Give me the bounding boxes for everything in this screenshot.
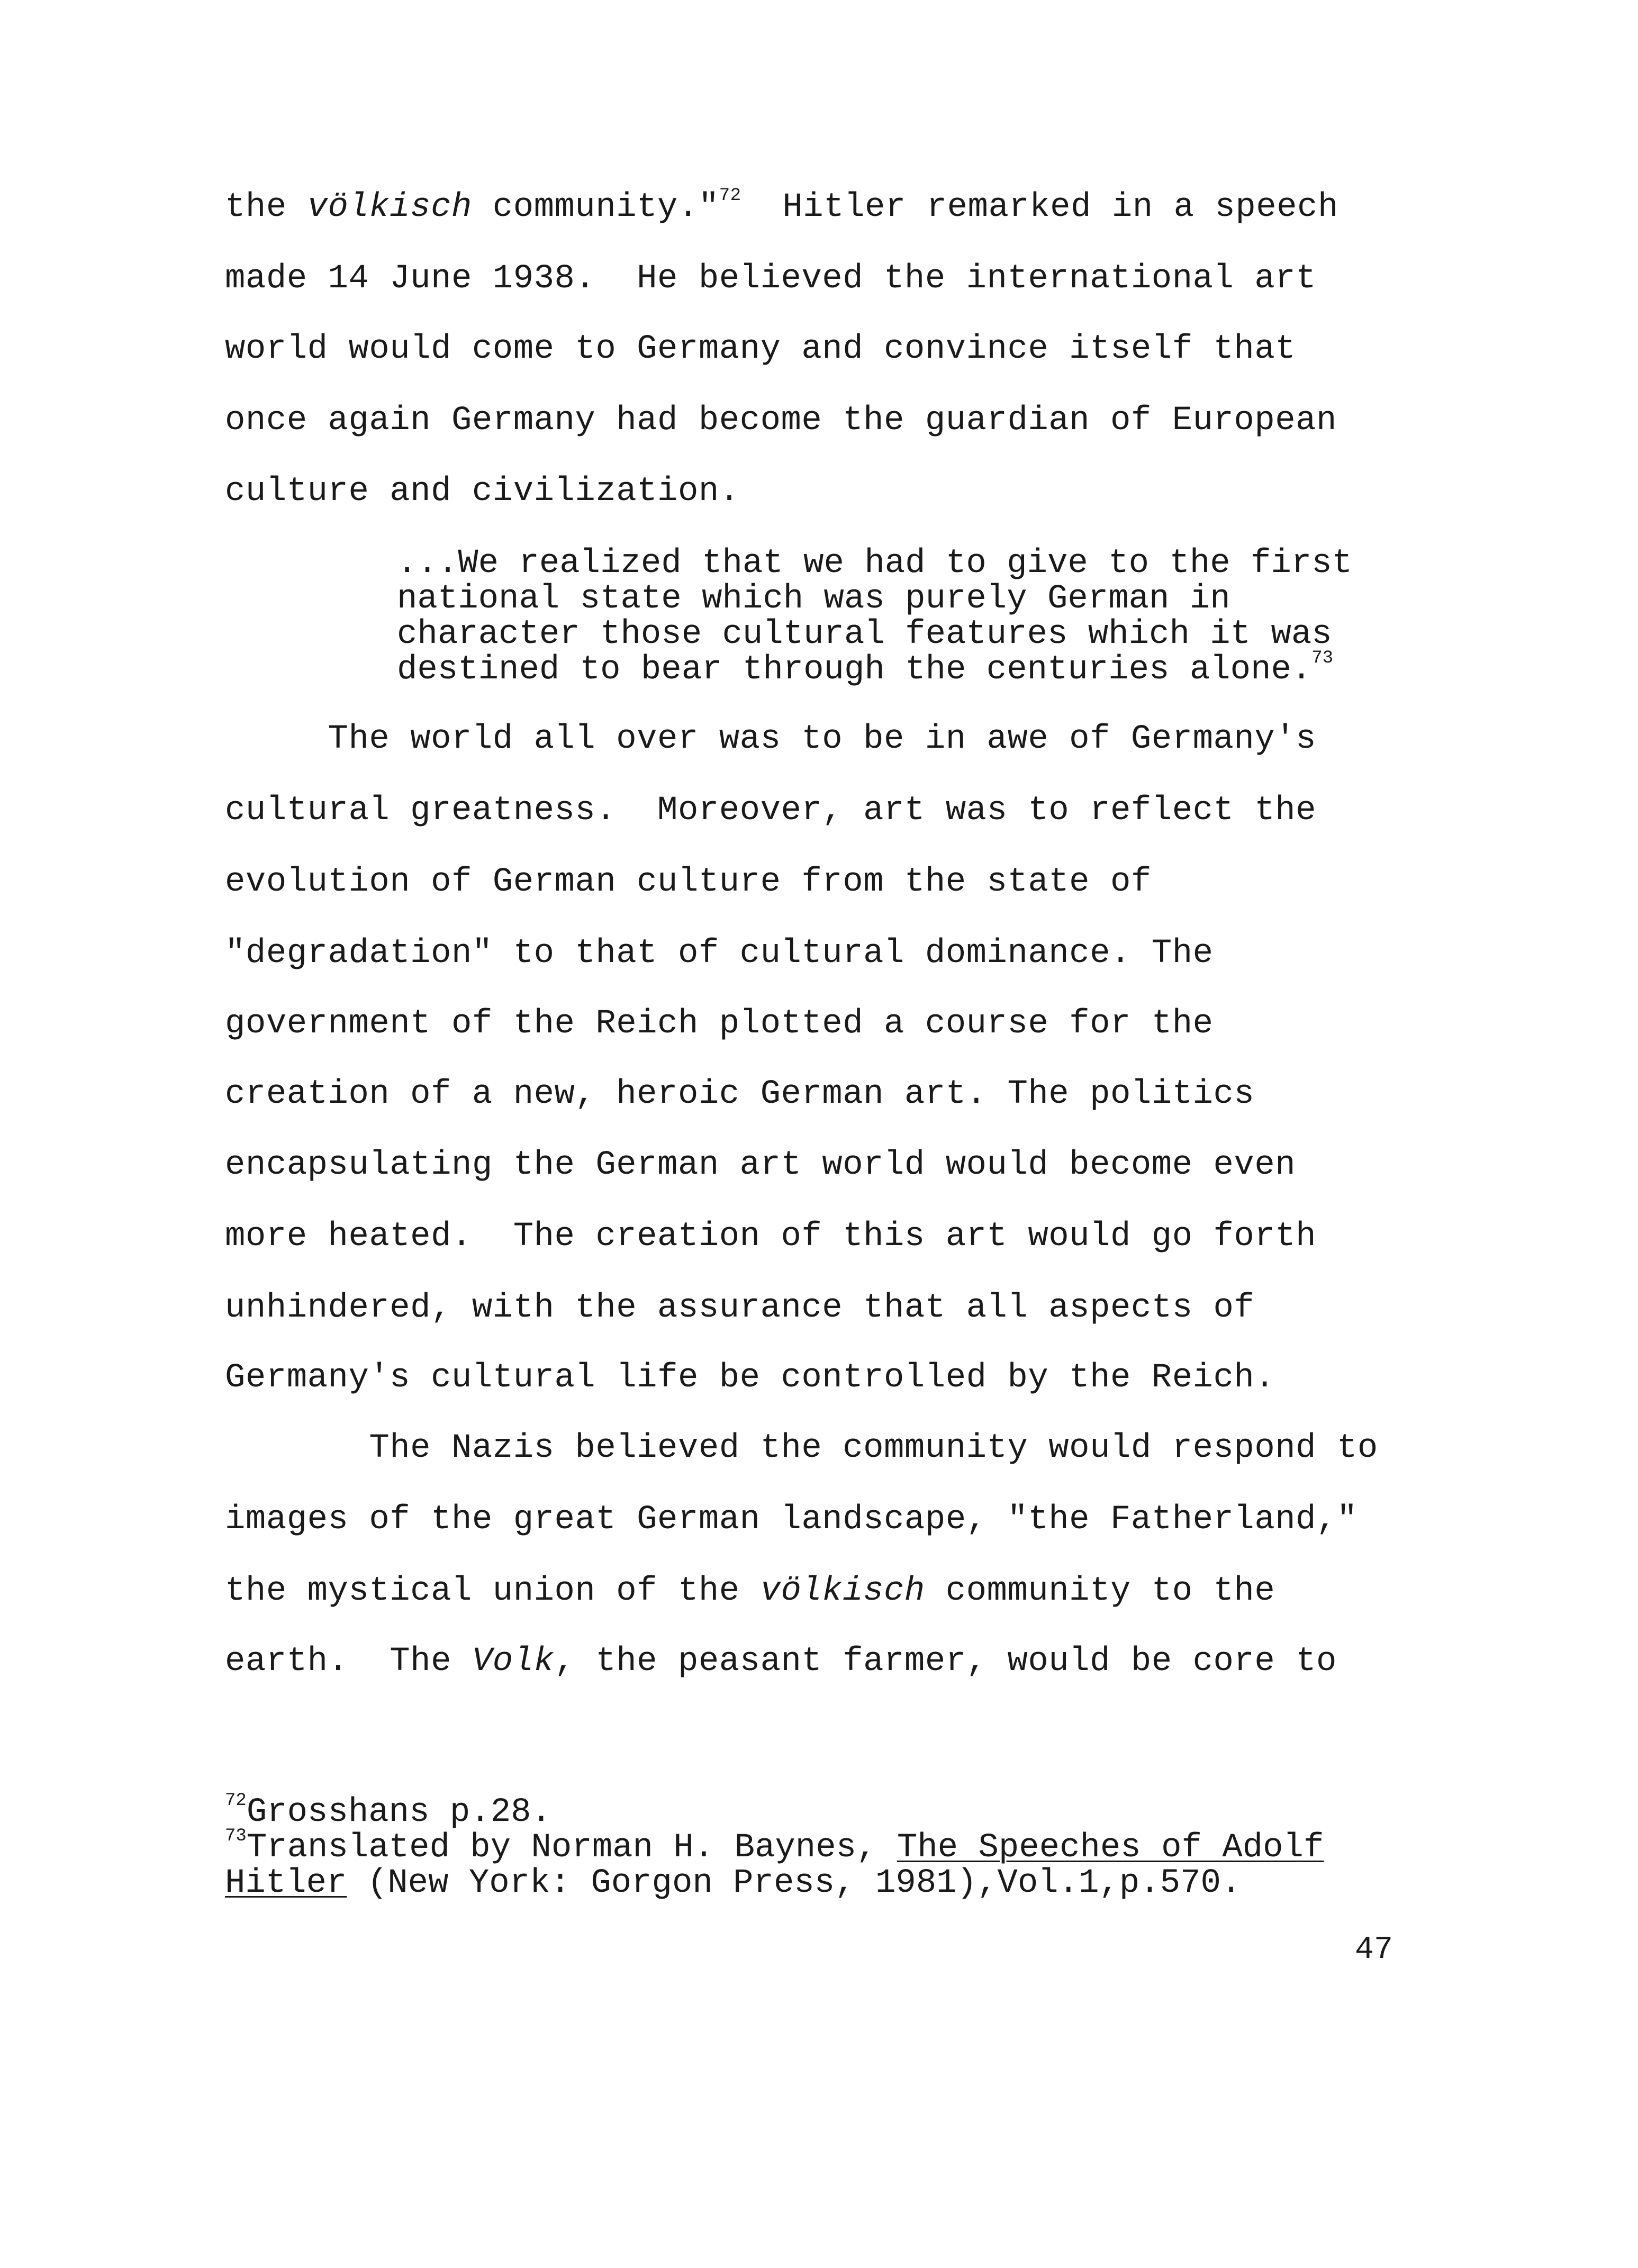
text-run: destined to bear through the centuries alone. — [397, 651, 1312, 689]
para2-line-6: creation of a new, heroic German art. The politics — [225, 1075, 1255, 1113]
para2-line-2: cultural greatness. Moreover, art was to reflect the — [225, 792, 1317, 830]
italic-term: völkisch — [307, 188, 472, 226]
text-run: community to the — [925, 1572, 1275, 1610]
footnote-number: 72 — [225, 1791, 247, 1811]
footnote-73-line-1 — [225, 1826, 1324, 1867]
footnote-ref: 72 — [719, 186, 741, 206]
para2-line-10: Germany's cultural life be controlled by the Reich. — [225, 1359, 1275, 1397]
text-run: the mystical union of the — [225, 1572, 761, 1610]
text-run: earth. The — [225, 1643, 472, 1681]
para2-line-5: government of the Reich plotted a course for the — [225, 1005, 1214, 1043]
italic-term: völkisch — [760, 1572, 925, 1610]
para2-line-3: evolution of German culture from the state of — [225, 863, 1152, 901]
para3-line-1: The Nazis believed the community would respond to — [225, 1429, 1378, 1467]
footnote-72 — [225, 1791, 551, 1831]
body-line-1 — [225, 186, 1338, 226]
italic-term: Volk — [472, 1643, 555, 1681]
para3-line-2: images of the great German landscape, "the Fatherland," — [225, 1501, 1358, 1539]
para3-line-3 — [225, 1574, 1275, 1608]
page-number: 47 — [1355, 1932, 1393, 1968]
body-line-3: world would come to Germany and convince itself that — [225, 330, 1296, 368]
footnote-73-line-2 — [225, 1866, 1241, 1900]
para2-line-4: "degradation" to that of cultural dominance. The — [225, 935, 1214, 973]
quote-line-4 — [397, 648, 1334, 689]
para2-line-1: The world all over was to be in awe of Germany's — [225, 720, 1317, 758]
body-line-2: made 14 June 1938. He believed the international art — [225, 260, 1317, 298]
footnote-number: 73 — [225, 1826, 247, 1846]
text-run: community." — [472, 188, 719, 226]
quote-line-2: national state which was purely German in — [397, 580, 1230, 618]
footnote-text: (New York: Gorgon Press, 1981),Vol.1,p.570. — [347, 1864, 1242, 1902]
body-line-4: once again Germany had become the guardian of European — [225, 402, 1337, 440]
para2-line-7: encapsulating the German art world would become even — [225, 1146, 1296, 1184]
quote-line-3: character those cultural features which it was — [397, 615, 1332, 654]
text-run: the — [225, 188, 307, 226]
footnote-text: Grosshans p.28. — [246, 1793, 551, 1831]
quote-line-1: ...We realized that we had to give to the first — [397, 545, 1353, 583]
footnote-text: Translated by Norman H. Baynes, — [246, 1829, 897, 1867]
text-run: Hitler remarked in a speech — [741, 188, 1338, 226]
body-line-5: culture and civilization. — [225, 473, 740, 511]
footnote-ref: 73 — [1311, 648, 1334, 668]
footnote-book-title: The Speeches of Adolf — [897, 1829, 1324, 1867]
text-run: , the peasant farmer, would be core to — [554, 1643, 1337, 1681]
footnote-book-title: Hitler — [225, 1864, 347, 1902]
para3-line-4 — [225, 1645, 1337, 1679]
para2-line-8: more heated. The creation of this art would go forth — [225, 1218, 1317, 1256]
para2-line-9: unhindered, with the assurance that all aspects of — [225, 1289, 1255, 1327]
